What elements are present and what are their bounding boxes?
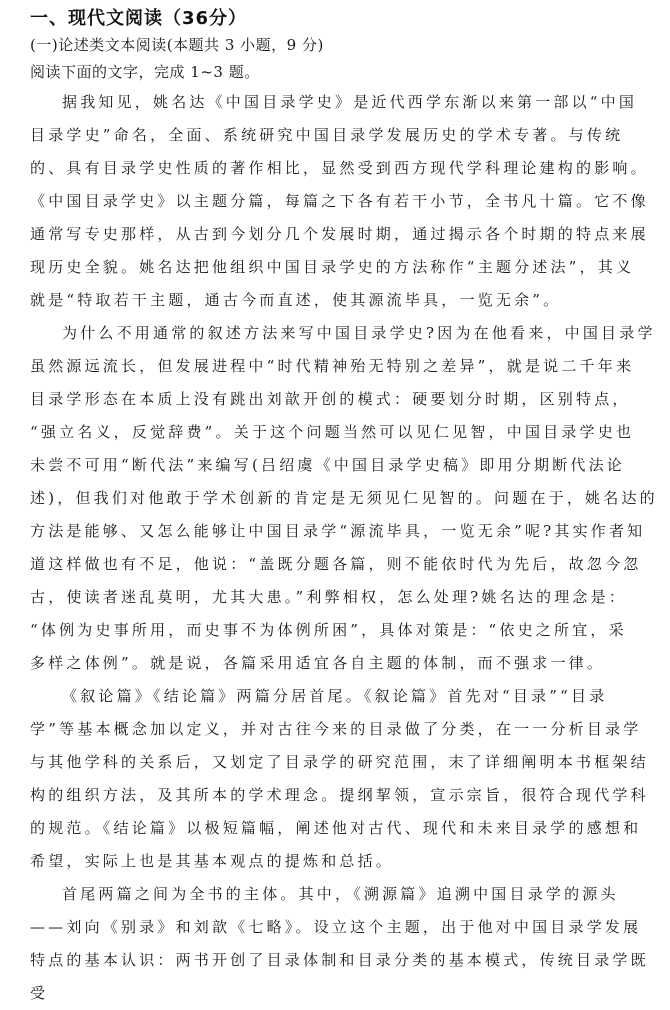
text-line: “体例为史事所用，而史事不为体例所困”，具体对策是：“依史之所宜，采 bbox=[30, 621, 627, 639]
text-line: 据我知见，姚名达《中国目录学史》是近代西学东渐以来第一部以“中国 bbox=[62, 93, 638, 111]
text-line: 受 bbox=[30, 984, 49, 1002]
text-line: “强立名义，反觉辞费”。关于这个问题当然可以见仁见智，中国目录学史也 bbox=[30, 423, 635, 441]
text-line: 目录学形态在本质上没有跳出刘歆开创的模式：硬要划分时期，区别特点， bbox=[30, 390, 631, 408]
text-line: 就是“特取若干主题，通古今而直述，使其源流毕具，一览无余”。 bbox=[30, 291, 562, 309]
paragraph-2 bbox=[30, 317, 658, 680]
text-line: 学”等基本概念加以定义，并对古往今来的目录做了分类，在一一分析目录学 bbox=[30, 720, 642, 738]
text-line: 多样之体例”。就是说，各篇采用适宜各自主题的体制，而不强求一律。 bbox=[30, 654, 606, 672]
paragraph-1 bbox=[30, 86, 649, 317]
text-line: 为什么不用通常的叙述方法来写中国目录学史?因为在他看来，中国目录学 bbox=[62, 324, 656, 342]
text-line: 现历史全貌。姚名达把他组织中国目录学史的方法称作“主题分述法”，其义 bbox=[30, 258, 635, 276]
text-line: 构的组织方法，及其所本的学术理念。提纲挈领，宣示宗旨，很符合现代学科 bbox=[30, 786, 649, 804]
subsection-title: (一)论述类文本阅读(本题共 3 小题，9 分) bbox=[30, 36, 324, 54]
paragraph-3 bbox=[30, 680, 649, 878]
text-line: 希望，实际上也是其基本观点的提炼和总括。 bbox=[30, 852, 395, 870]
text-line: 道这样做也有不足，他说：“盖既分题各篇，则不能依时代为先后，故忽今忽 bbox=[30, 555, 642, 573]
instruction: 阅读下面的文字，完成 1~3 题。 bbox=[30, 63, 260, 81]
text-line: 通常写专史那样，从古到今划分几个发展时期，通过揭示各个时期的特点来展 bbox=[30, 225, 649, 243]
paragraph-4 bbox=[30, 878, 649, 1010]
text-line: 的规范。《结论篇》以极短篇幅，阐述他对古代、现代和未来目录学的感想和 bbox=[30, 819, 642, 837]
text-line: 方法是能够、又怎么能够让中国目录学“源流毕具，一览无余”呢?其实作者知 bbox=[30, 522, 646, 540]
text-line: 《叙论篇》《结论篇》两篇分居首尾。《叙论篇》首先对“目录”“目录 bbox=[62, 687, 608, 705]
text-line: 与其他学科的关系后，又划定了目录学的研究范围，末了详细阐明本书框架结 bbox=[30, 753, 649, 771]
text-line: 《中国目录学史》以主题分篇，每篇之下各有若干小节，全书凡十篇。它不像 bbox=[30, 192, 649, 210]
text-line: 首尾两篇之间为全书的主体。其中，《溯源篇》追溯中国目录学的源头 bbox=[62, 885, 619, 903]
text-line: 特点的基本认识：两书开创了目录体制和目录分类的基本模式，传统目录学既 bbox=[30, 951, 649, 969]
text-line: 未尝不可用“断代法”来编写(吕绍虞《中国目录学史稿》即用分期断代法论 bbox=[30, 456, 625, 474]
text-line: 虽然源远流长，但发展进程中“时代精神殆无特别之差异”，就是说二千年来 bbox=[30, 357, 635, 375]
text-line: ——刘向《别录》和刘歆《七略》。设立这个主题，出于他对中国目录学发展 bbox=[30, 918, 642, 936]
section-title: 一、现代文阅读（36分） bbox=[30, 8, 248, 29]
text-line: 的、具有目录学史性质的著作相比，显然受到西方现代学科理论建构的影响。 bbox=[30, 159, 649, 177]
exam-page bbox=[30, 6, 658, 1010]
text-line: 古，使读者迷乱莫明，尤其大患。”利弊相权，怎么处理?姚名达的理念是： bbox=[30, 588, 628, 606]
text-line: 述)，但我们对他敢于学术创新的肯定是无须见仁见智的。问题在于，姚名达的 bbox=[30, 489, 658, 507]
text-line: 目录学史”命名，全面、系统研究中国目录学发展历史的学术专著。与传统 bbox=[30, 126, 624, 144]
